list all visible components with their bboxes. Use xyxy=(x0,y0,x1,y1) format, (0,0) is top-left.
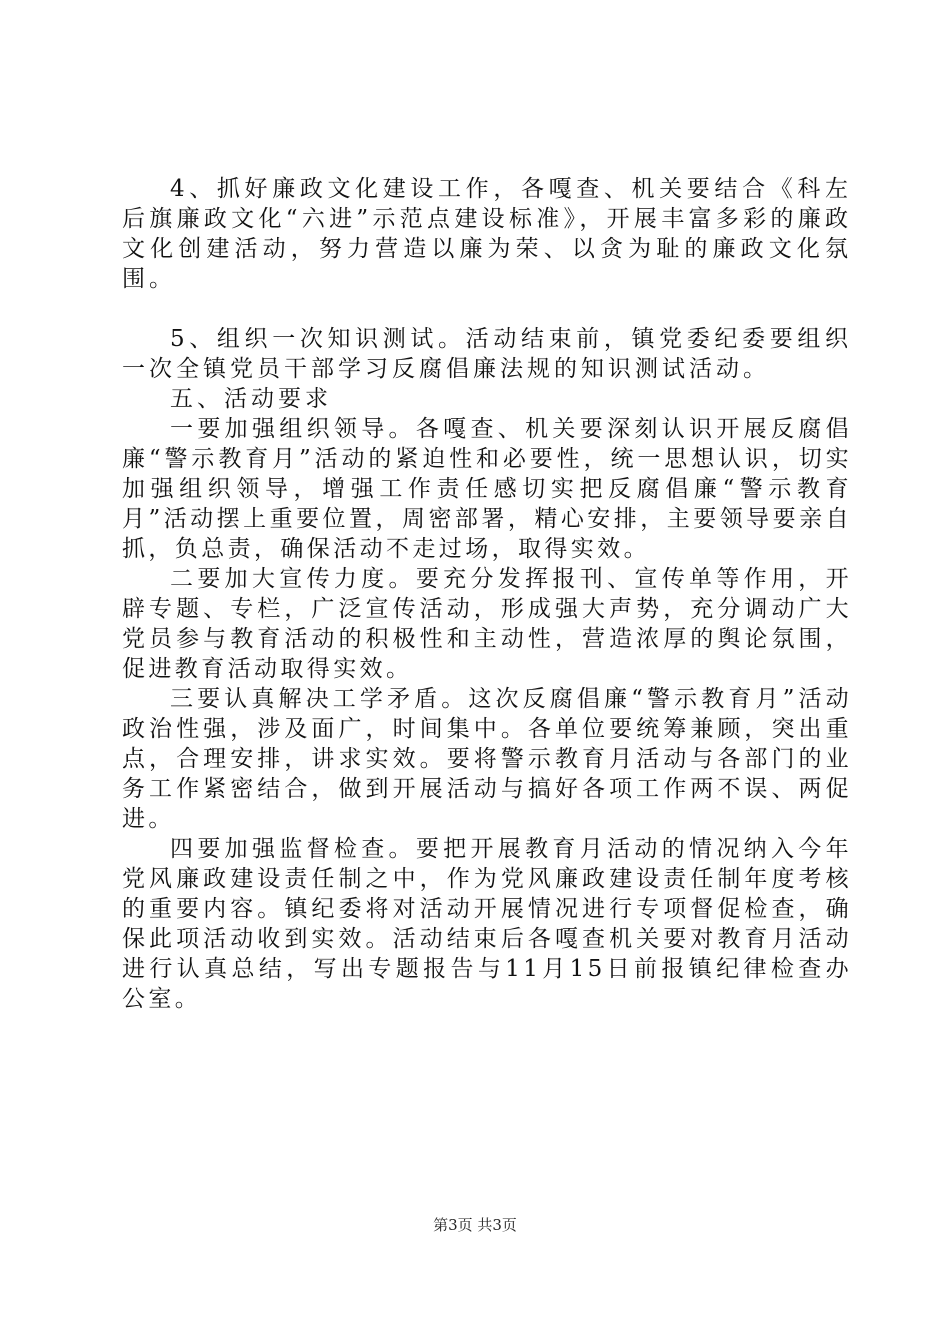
paragraph-item-5: 5、组织一次知识测试。活动结束前，镇党委纪委要组织一次全镇党员干部学习反腐倡廉法规的知识测试活动。 xyxy=(122,326,852,382)
paragraph-spacer xyxy=(122,294,852,324)
paragraph-item-4: 4、抓好廉政文化建设工作，各嘎查、机关要结合《科左后旗廉政文化“六进”示范点建设标准》，开展丰富多彩的廉政文化创建活动，努力营造以廉为荣、以贪为耻的廉政文化氛围。 xyxy=(122,176,852,292)
requirement-one: 一要加强组织领导。各嘎查、机关要深刻认识开展反腐倡廉“警示教育月”活动的紧迫性和必要性，统一思想认识，切实加强组织领导，增强工作责任感切实把反腐倡廉“警示教育月”活动摆上重要位置，周密部署，精心安排，主要领导要亲自抓，负总责，确保活动不走过场，取得实效。 xyxy=(122,416,852,562)
requirement-two: 二要加大宣传力度。要充分发挥报刊、宣传单等作用，开辟专题、专栏，广泛宣传活动，形成强大声势，充分调动广大党员参与教育活动的积极性和主动性，营造浓厚的舆论氛围，促进教育活动取得实效。 xyxy=(122,566,852,682)
page-number-footer: 第3页 共3页 xyxy=(433,1216,517,1234)
document-body xyxy=(122,174,852,1014)
section-heading-requirements: 五、活动要求 xyxy=(170,386,332,412)
requirement-four: 四要加强监督检查。要把开展教育月活动的情况纳入今年党风廉政建设责任制之中，作为党风廉政建设责任制年度考核的重要内容。镇纪委将对活动开展情况进行专项督促检查，确保此项活动收到实效。活动结束后各嘎查机关要对教育月活动进行认真总结，写出专题报告与11月15日前报镇纪律检查办公室。 xyxy=(122,836,852,1012)
requirement-three: 三要认真解决工学矛盾。这次反腐倡廉“警示教育月”活动政治性强，涉及面广，时间集中。各单位要统筹兼顾，突出重点，合理安排，讲求实效。要将警示教育月活动与各部门的业务工作紧密结合，做到开展活动与搞好各项工作两不误、两促进。 xyxy=(122,686,852,832)
